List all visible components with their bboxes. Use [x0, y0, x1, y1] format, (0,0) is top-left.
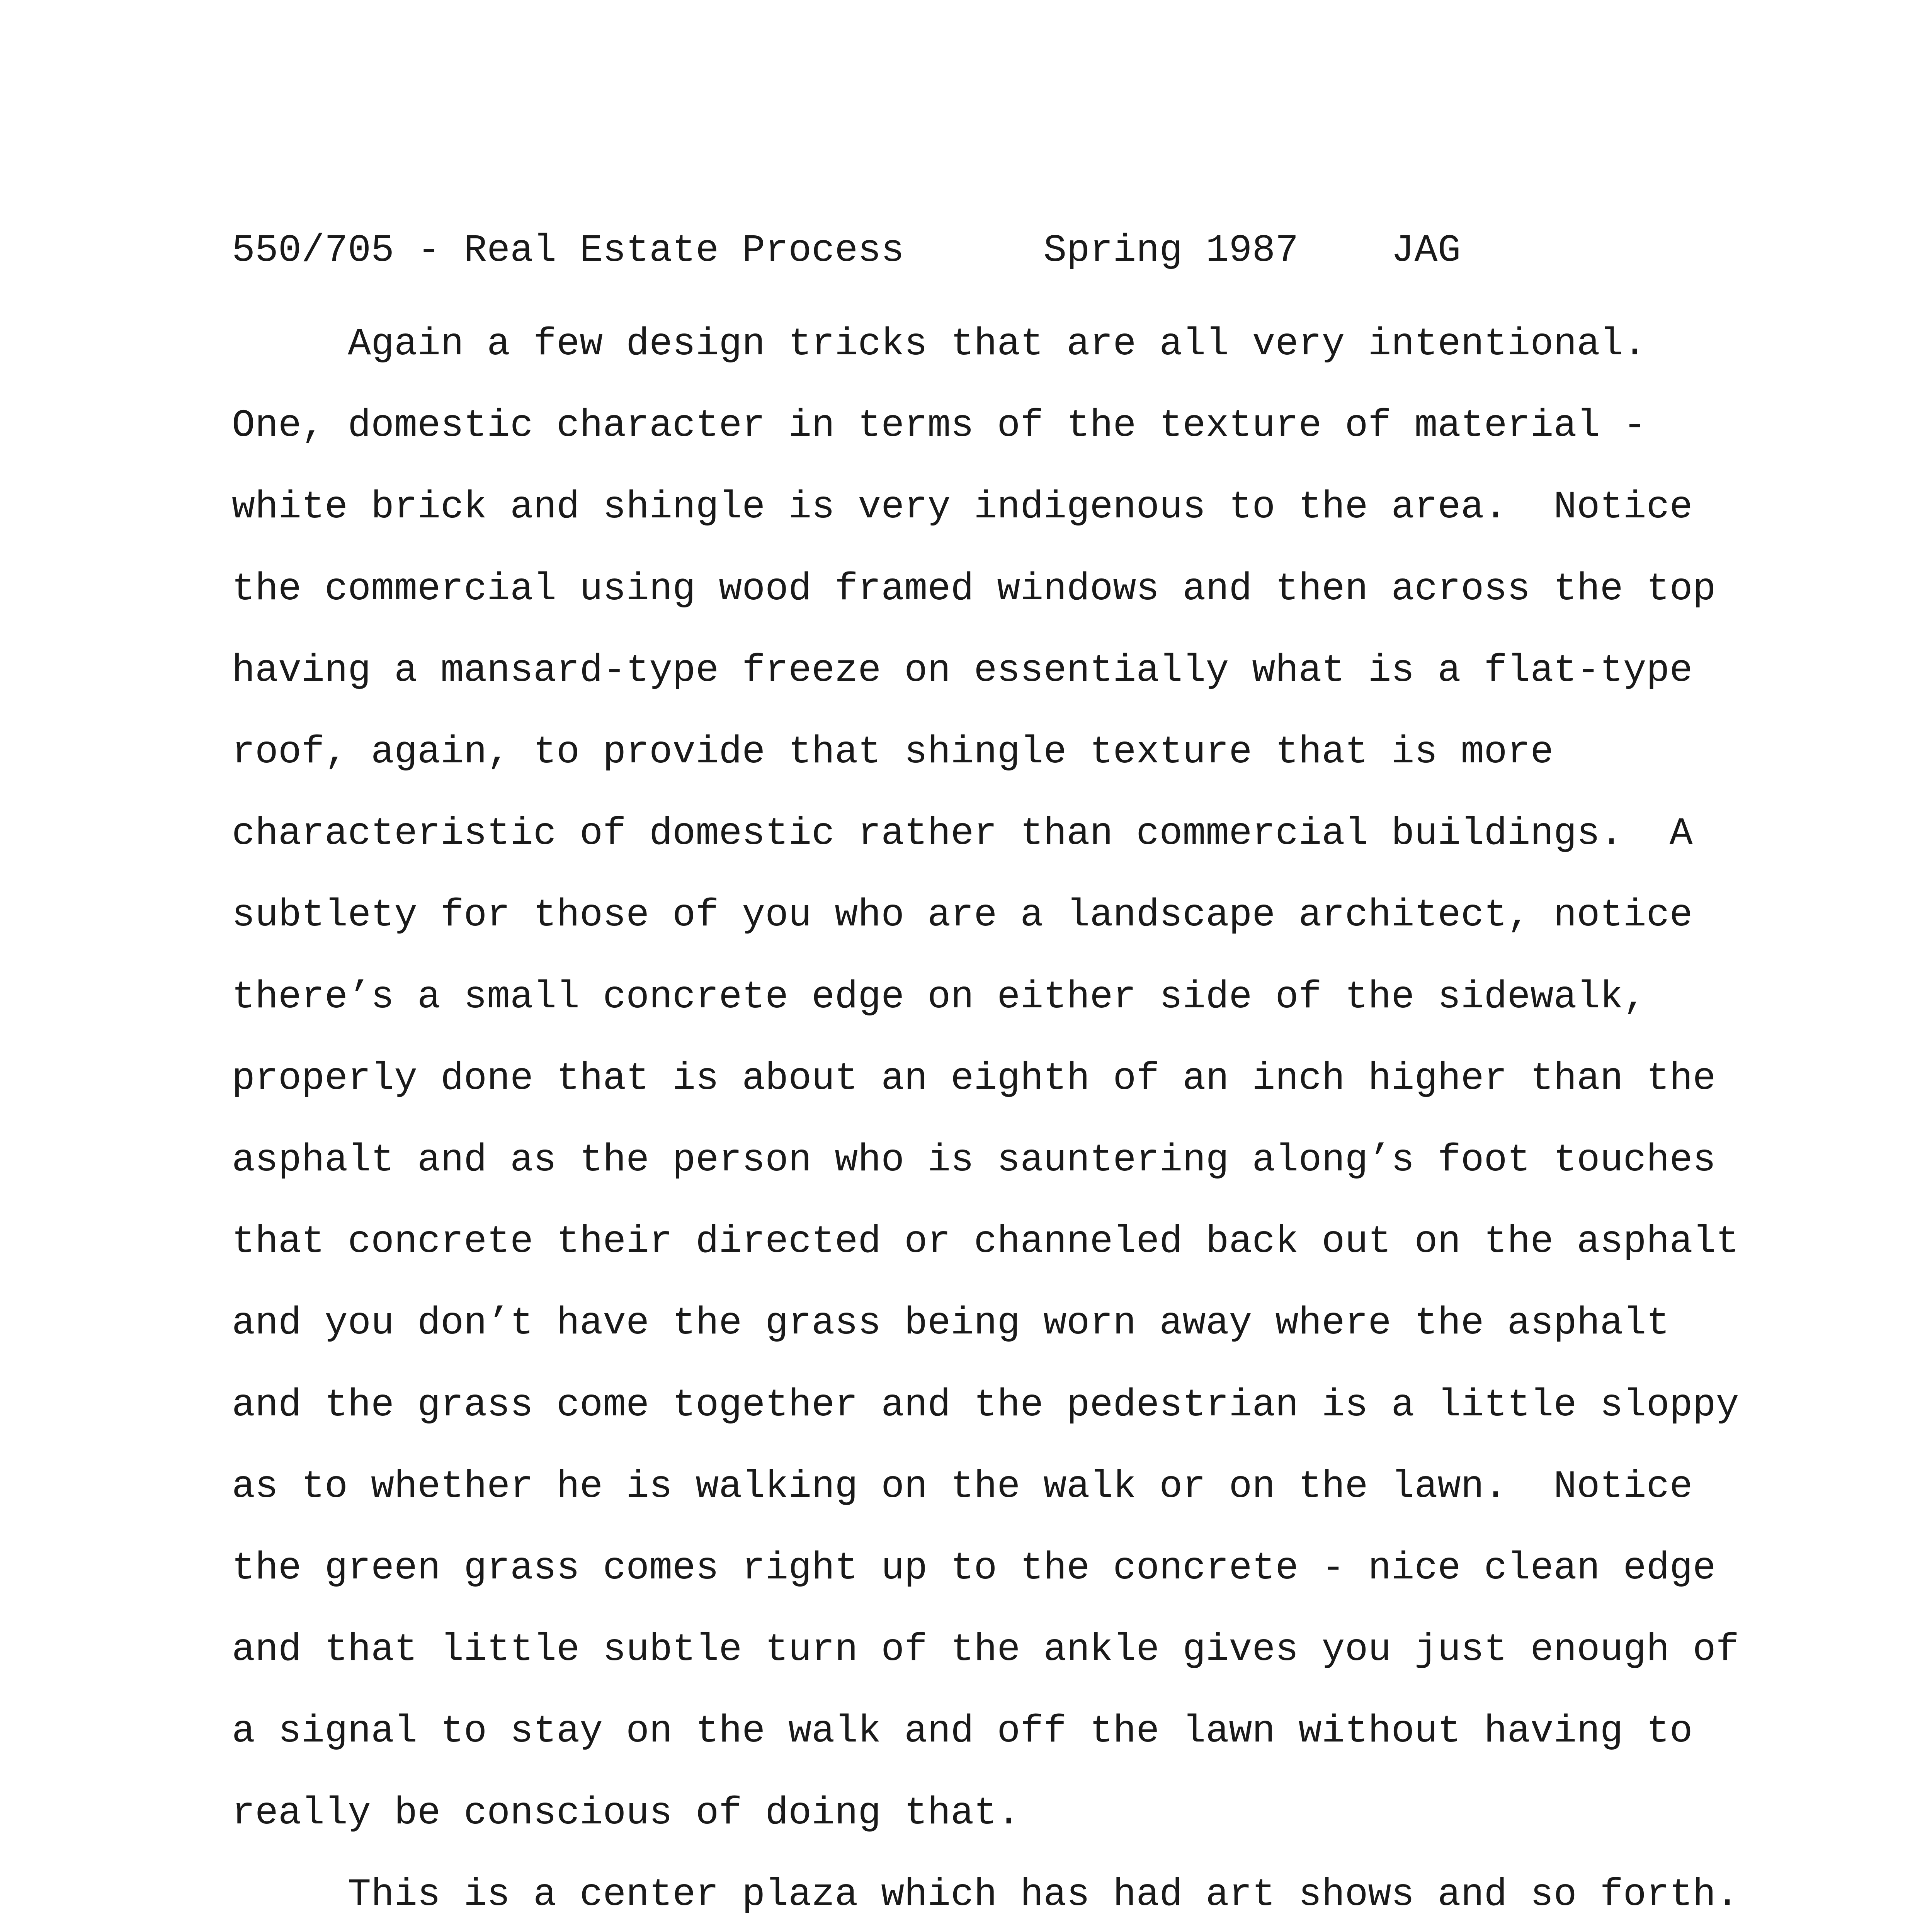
page-header: 550/705 - Real Estate Process Spring 1987 JAG — [232, 229, 1461, 273]
paragraph-design-tricks: Again a few design tricks that are all very intentional. One, domestic character in terms of the texture of material - white brick and shingle is very indigenous to the area. Notice the commercial using wood framed windows and then across the top having a mansard-type freeze on essentially what is a flat-type roof, again, to provide that shingle texture that is more characteristic of domestic rather than commercial buildings. A subtlety for those of you who are a landscape architect, notice there’s a small concrete edge on either side of the sidewalk, properly done that is about an eighth of an inch higher than the asphalt and as the person who is sauntering along’s foot touches that concrete their directed or channeled back out on the asphalt and you don’t have the grass being worn away where the asphalt and the grass come together and the pedestrian is a little sloppy as to whether he is walking on the walk or on the lawn. Notice the green grass comes right up to the concrete - nice clean edge and that little subtle turn of the ankle gives you just enough of a signal to stay on the walk and off the lawn without having to really be conscious of doing that. — [232, 323, 1739, 1835]
body-text — [232, 304, 1770, 1932]
paragraph-center-plaza: This is a center plaza which has had art shows and so forth. — [348, 1873, 1739, 1917]
